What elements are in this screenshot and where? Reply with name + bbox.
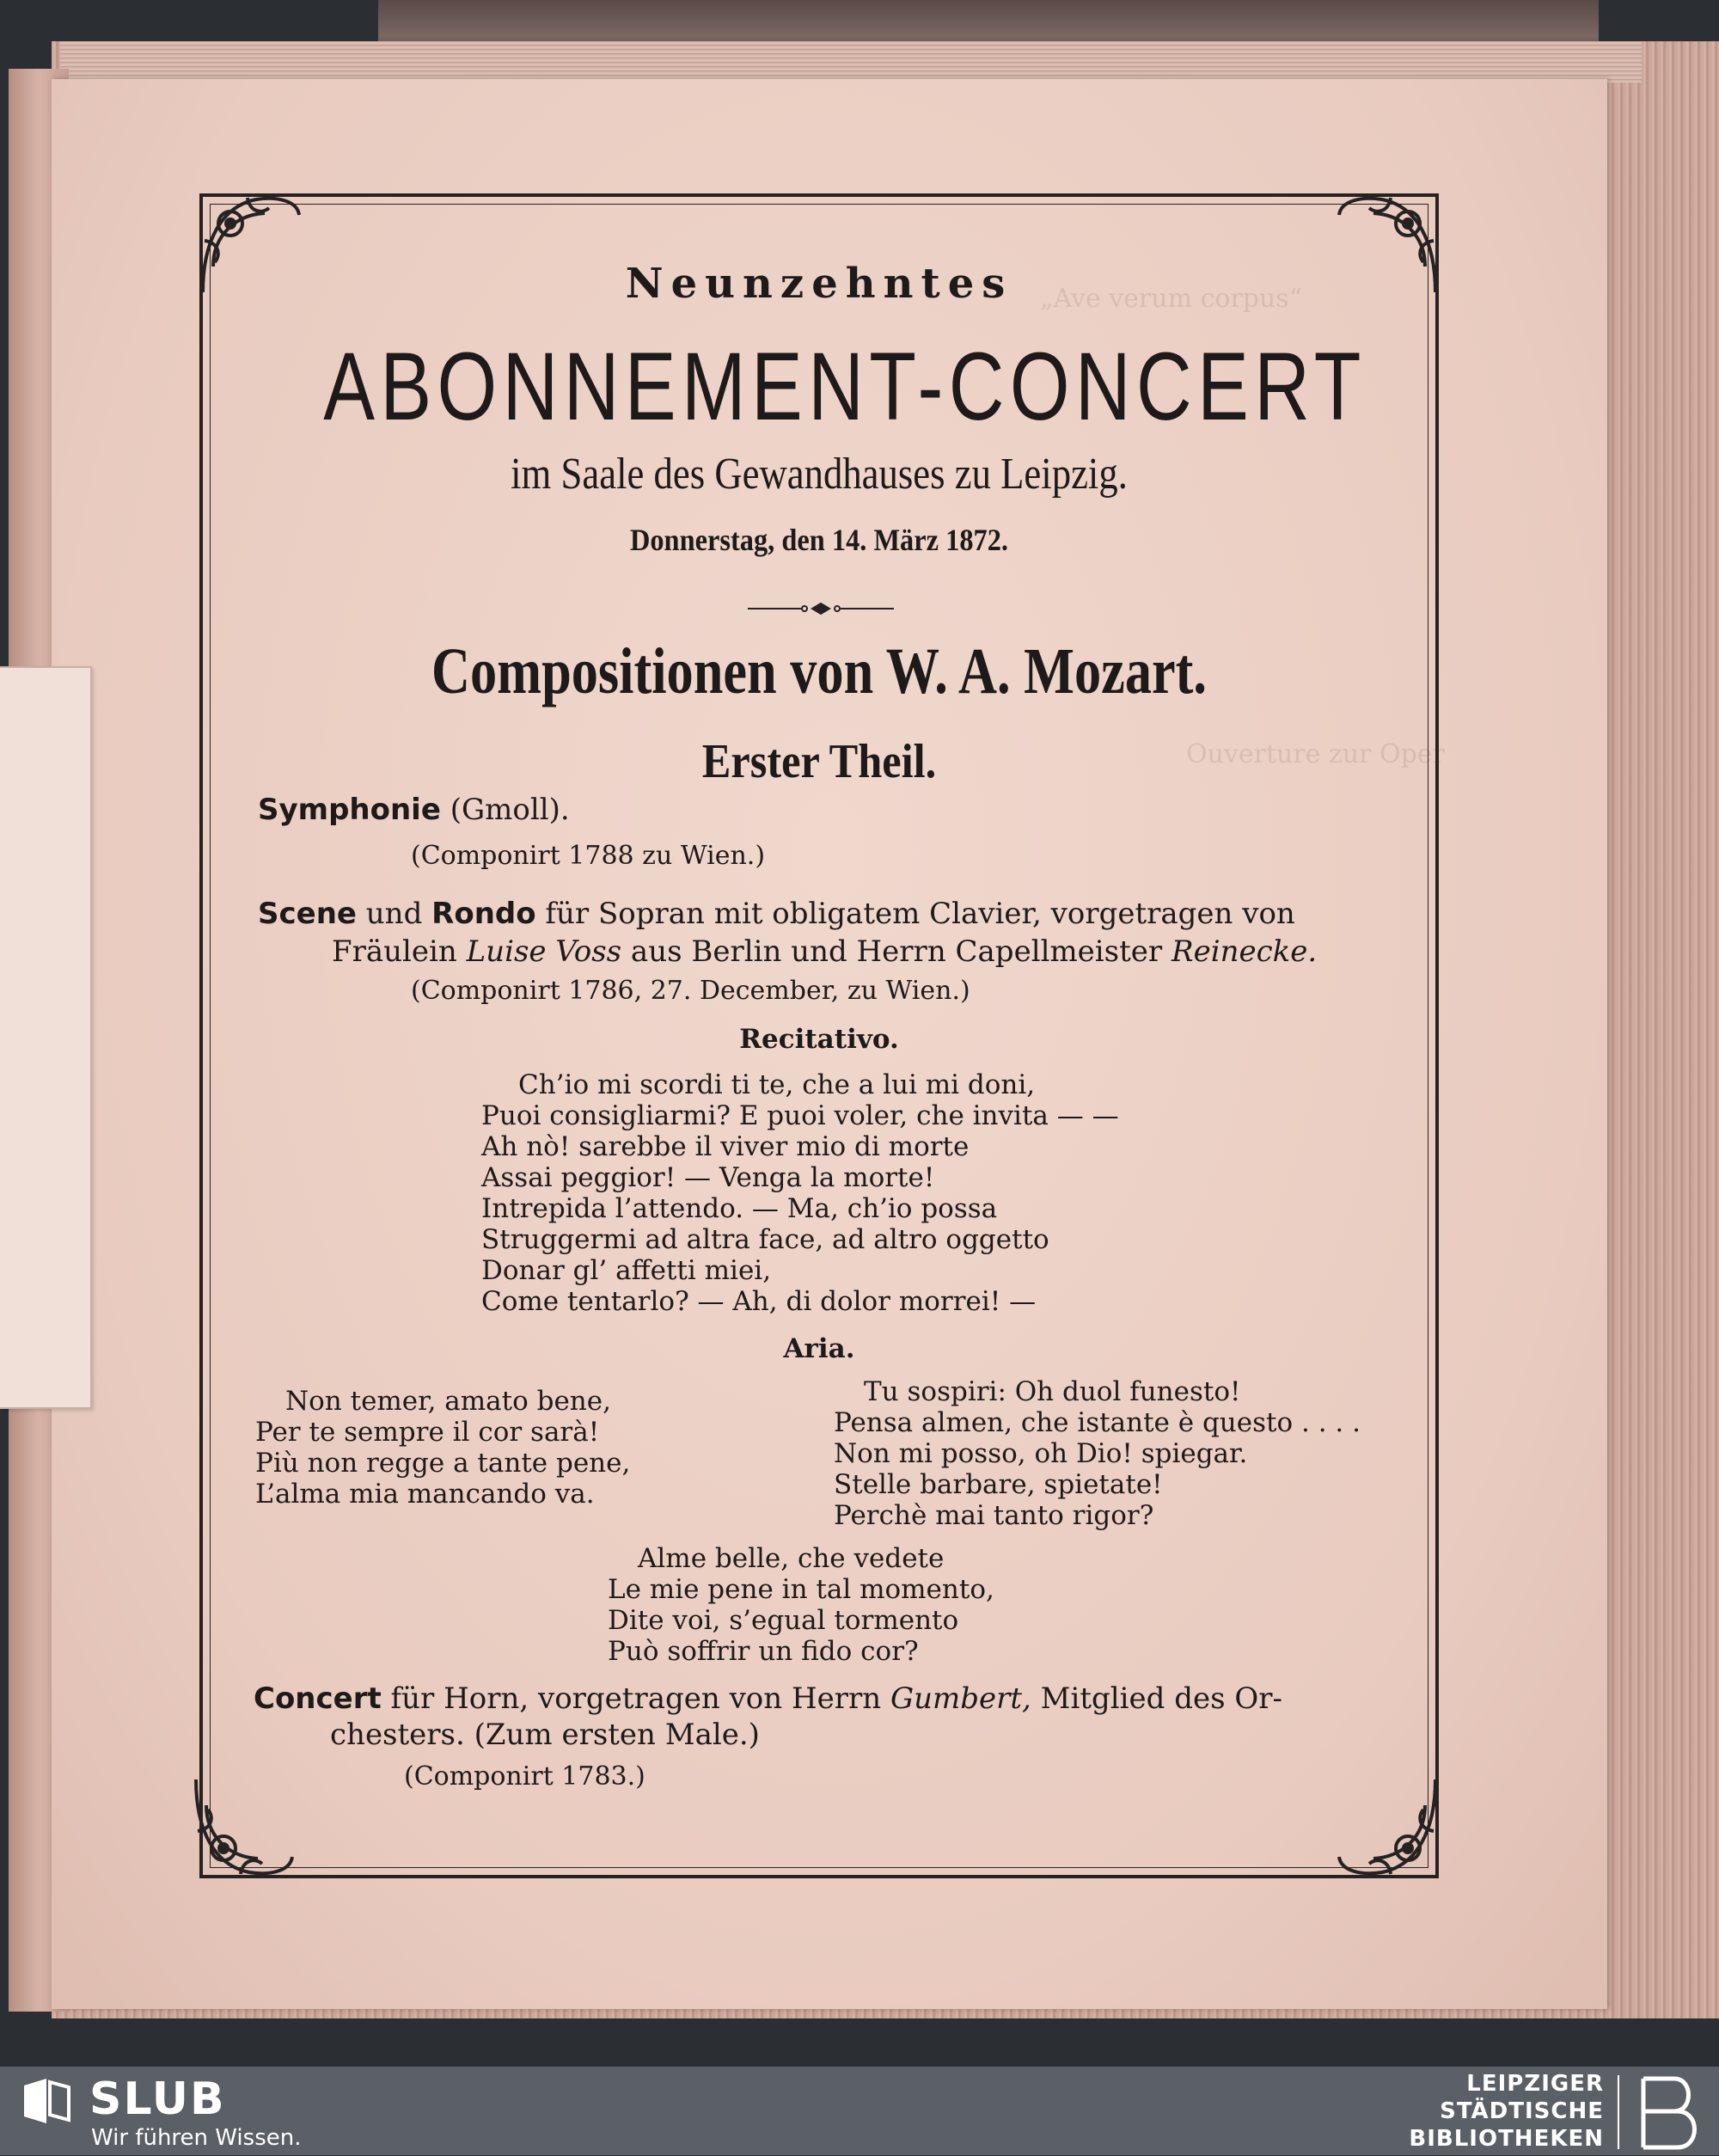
program-item-concert: Concert für Horn, vorgetragen von Herrn Gumbert, Mitglied des Or- [254,1681,1282,1716]
verse-line: Perchè mai tanto rigor? [834,1500,1154,1531]
work-title: Rondo [431,897,536,931]
work-title: Concert [254,1681,382,1716]
verse-line: Più non regge a tante pene, [255,1448,631,1479]
corner-ornament-icon [189,1771,301,1883]
work-detail: (Gmoll). [440,793,570,827]
composition-note: (Componirt 1783.) [404,1761,645,1792]
work-title: Symphonie [258,793,441,827]
program-item-symphonie [258,793,570,827]
part-heading: Erster Theil. [701,735,937,788]
verse-line: Intrepida l’attendo. — Ma, ch’io possa [481,1193,998,1224]
verse-line: Ah nò! sarebbe il viver mio di morte [481,1131,970,1162]
concert-title: ABONNEMENT-CONCERT [323,333,1367,440]
verse-line: Pensa almen, che istante è questo . . . . [834,1407,1361,1438]
composition-note: (Componirt 1786, 27. December, zu Wien.) [411,976,970,1006]
bleed-through: Ouverture zur Oper [1186,739,1445,769]
work-title: Scene [258,897,357,931]
verse-line: Può soffrir un fido cor? [608,1636,919,1667]
paper-clip-tab [0,666,92,1409]
composition-note: (Componirt 1788 zu Wien.) [411,841,766,871]
verse-line: Tu sospiri: Oh duol funesto! [864,1376,1241,1407]
slub-logo-icon [21,2077,72,2125]
verse-line: Stelle barbare, spietate! [834,1469,1163,1500]
concert-ordinal: Neunzehntes [625,260,1013,308]
performers-line: Fräulein Luise Voss aus Berlin und Herrn Capellmeister Reinecke. [332,934,1318,969]
verse-line: Struggermi ad altra face, ad altro oggetto [481,1224,1049,1255]
concert-date: Donnerstag, den 14. März 1872. [629,523,1009,557]
performer-name: Gumbert, [890,1681,1031,1716]
aria-heading: Aria. [783,1333,855,1364]
page-stack-top [60,41,1642,83]
verse-line: Le mie pene in tal momento, [608,1574,994,1605]
verse-line: L’alma mia mancando va. [255,1479,595,1510]
lsb-wordmark: LEIPZIGER STÄDTISCHE BIBLIOTHEKEN [1409,2071,1604,2152]
verse-line: Non mi posso, oh Dio! spiegar. [834,1438,1248,1469]
program-item-scene-rondo: Scene und Rondo für Sopran mit obligatem Clavier, vorgetragen von [258,897,1295,931]
footer-bar [0,2067,1719,2155]
verse-line: Non temer, amato bene, [285,1386,611,1417]
lsb-logo-icon [1631,2073,1710,2153]
footer-separator [1618,2075,1619,2149]
verse-line: Alme belle, che vedete [638,1543,945,1574]
verse-line: Dite voi, s’egual tormento [608,1605,959,1636]
concert-line-2: chesters. (Zum ersten Male.) [330,1718,760,1752]
performer-name: Luise Voss [466,934,622,969]
divider-ornament-icon [748,602,894,614]
verse-line: Assai peggior! — Venga la morte! [481,1162,935,1193]
slub-name: SLUB [89,2073,226,2125]
corner-ornament-icon [1331,1771,1442,1883]
bleed-through: „Ave verum corpus“ [1040,284,1303,314]
composer-heading: Compositionen von W. A. Mozart. [431,635,1207,707]
verse-line: Donar gl’ affetti miei, [481,1255,772,1286]
verse-line: Puoi consigliarmi? E puoi voler, che invita — — [481,1100,1119,1131]
concert-venue: im Saale des Gewandhauses zu Leipzig. [511,450,1128,499]
slub-tagline: Wir führen Wissen. [91,2125,302,2151]
verse-line: Per te sempre il cor sarà! [255,1417,600,1448]
verse-line: Ch’io mi scordi ti te, che a lui mi doni, [518,1069,1036,1100]
verse-line: Come tentarlo? — Ah, di dolor morrei! — [481,1286,1037,1317]
recitativo-heading: Recitativo. [739,1024,899,1055]
performer-name: Reinecke. [1171,934,1318,969]
